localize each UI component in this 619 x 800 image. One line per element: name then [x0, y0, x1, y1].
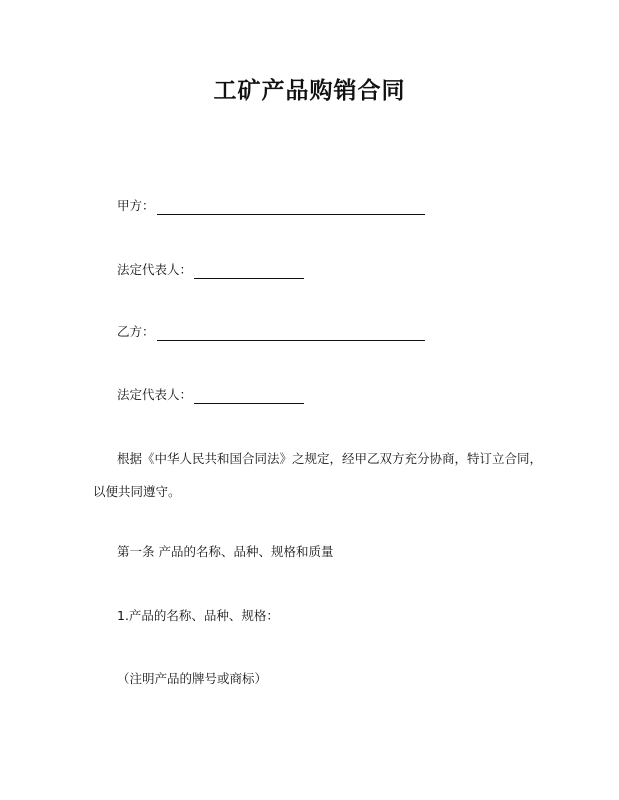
- contract-title: 工矿产品购销合同: [213, 78, 406, 104]
- party-a-rep-label: 法定代表人：: [117, 262, 193, 277]
- brand-note: （注明产品的牌号或商标）: [117, 671, 268, 686]
- preamble-line-2: 以便共同遵守。: [93, 484, 181, 499]
- party-b-rep-label: 法定代表人：: [117, 387, 193, 402]
- party-a-rep-blank[interactable]: [194, 264, 304, 279]
- party-a-label: 甲方：: [117, 198, 155, 213]
- article-1-heading: 第一条 产品的名称、品种、规格和质量: [117, 544, 334, 559]
- party-a-rep-field: [117, 261, 304, 279]
- item-1-label: 1.产品的名称、品种、规格：: [117, 608, 279, 623]
- party-b-label: 乙方：: [117, 324, 155, 339]
- party-b-field: [117, 323, 425, 341]
- party-a-blank[interactable]: [157, 200, 425, 215]
- party-b-rep-blank[interactable]: [194, 389, 304, 404]
- preamble-line-1: 根据《中华人民共和国合同法》之规定，经甲乙双方充分协商，特订立合同，: [117, 451, 543, 466]
- party-b-rep-field: [117, 386, 304, 404]
- party-a-field: [117, 197, 425, 215]
- party-b-blank[interactable]: [157, 326, 425, 341]
